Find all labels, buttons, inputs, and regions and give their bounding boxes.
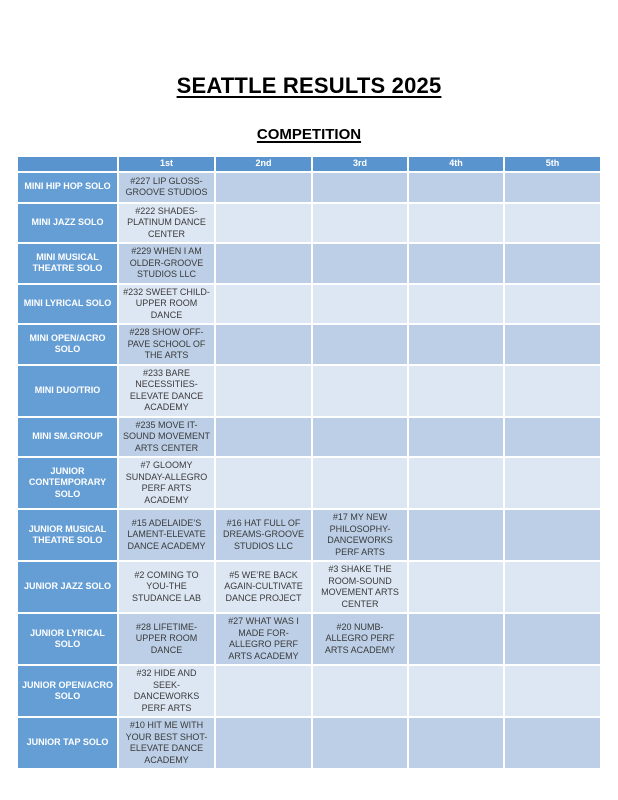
column-header-2nd: 2nd — [215, 156, 312, 172]
result-cell — [215, 284, 312, 325]
category-cell: MINI OPEN/ACRO SOLO — [17, 324, 118, 365]
result-cell — [504, 324, 601, 365]
result-cell: #228 SHOW OFF-PAVE SCHOOL OF THE ARTS — [118, 324, 215, 365]
result-cell — [215, 365, 312, 417]
page-title: SEATTLE RESULTS 2025 — [176, 73, 442, 98]
result-cell — [408, 284, 504, 325]
result-cell — [504, 457, 601, 509]
result-cell: #16 HAT FULL OF DREAMS-GROOVE STUDIOS LLC — [215, 509, 312, 561]
result-cell — [504, 509, 601, 561]
result-cell: #5 WE’RE BACK AGAIN-CULTIVATE DANCE PROJECT — [215, 561, 312, 613]
table-row-junior-lyrical-solo — [17, 613, 601, 665]
result-cell: #232 SWEET CHILD-UPPER ROOM DANCE — [118, 284, 215, 325]
result-cell — [504, 172, 601, 203]
result-cell — [504, 203, 601, 244]
category-cell: MINI LYRICAL SOLO — [17, 284, 118, 325]
table-row-mini-sm-group — [17, 417, 601, 458]
result-cell — [504, 365, 601, 417]
result-cell: #7 GLOOMY SUNDAY-ALLEGRO PERF ARTS ACADEMY — [118, 457, 215, 509]
column-header-1st: 1st — [118, 156, 215, 172]
column-header-4th: 4th — [408, 156, 504, 172]
result-cell — [504, 613, 601, 665]
table-row-mini-open-acro-solo — [17, 324, 601, 365]
category-cell: JUNIOR OPEN/ACRO SOLO — [17, 665, 118, 717]
result-cell — [215, 457, 312, 509]
result-cell — [504, 284, 601, 325]
category-cell: MINI SM.GROUP — [17, 417, 118, 458]
category-cell: MINI DUO/TRIO — [17, 365, 118, 417]
result-cell — [408, 172, 504, 203]
result-cell — [408, 509, 504, 561]
result-cell: #3 SHAKE THE ROOM-SOUND MOVEMENT ARTS CENTER — [312, 561, 408, 613]
section-title: COMPETITION — [256, 126, 362, 143]
result-cell — [408, 365, 504, 417]
result-cell — [408, 203, 504, 244]
result-cell — [408, 717, 504, 769]
result-cell — [408, 457, 504, 509]
result-cell — [215, 417, 312, 458]
result-cell — [312, 365, 408, 417]
category-cell: JUNIOR TAP SOLO — [17, 717, 118, 769]
table-row-mini-lyrical-solo — [17, 284, 601, 325]
result-cell: #27 WHAT WAS I MADE FOR-ALLEGRO PERF ARTS ACADEMY — [215, 613, 312, 665]
result-cell: #229 WHEN I AM OLDER-GROOVE STUDIOS LLC — [118, 243, 215, 284]
column-header-3rd: 3rd — [312, 156, 408, 172]
result-cell — [504, 243, 601, 284]
result-cell — [312, 203, 408, 244]
result-cell: #10 HIT ME WITH YOUR BEST SHOT-ELEVATE DANCE ACADEMY — [118, 717, 215, 769]
table-row-junior-musical-theatre-solo — [17, 509, 601, 561]
category-cell: MINI MUSICAL THEATRE SOLO — [17, 243, 118, 284]
result-cell — [504, 665, 601, 717]
result-cell: #20 NUMB-ALLEGRO PERF ARTS ACADEMY — [312, 613, 408, 665]
result-cell — [215, 243, 312, 284]
result-cell — [312, 172, 408, 203]
result-cell: #32 HIDE AND SEEK-DANCEWORKS PERF ARTS — [118, 665, 215, 717]
table-row-junior-tap-solo — [17, 717, 601, 769]
category-cell: MINI JAZZ SOLO — [17, 203, 118, 244]
result-cell — [504, 417, 601, 458]
result-cell — [215, 717, 312, 769]
result-cell: #28 LIFETIME-UPPER ROOM DANCE — [118, 613, 215, 665]
result-cell — [408, 561, 504, 613]
result-cell: #235 MOVE IT-SOUND MOVEMENT ARTS CENTER — [118, 417, 215, 458]
result-cell: #2 COMING TO YOU-THE STUDANCE LAB — [118, 561, 215, 613]
table-row-mini-musical-theatre-solo — [17, 243, 601, 284]
result-cell — [408, 243, 504, 284]
result-cell: #15 ADELAIDE’S LAMENT-ELEVATE DANCE ACADEMY — [118, 509, 215, 561]
result-cell: #227 LIP GLOSS-GROOVE STUDIOS — [118, 172, 215, 203]
result-cell — [215, 203, 312, 244]
table-row-junior-open-acro-solo — [17, 665, 601, 717]
result-cell: #222 SHADES-PLATINUM DANCE CENTER — [118, 203, 215, 244]
corner-cell — [17, 156, 118, 172]
result-cell — [504, 561, 601, 613]
result-cell — [312, 284, 408, 325]
table-header-row — [17, 156, 601, 172]
result-cell — [312, 324, 408, 365]
category-cell: JUNIOR LYRICAL SOLO — [17, 613, 118, 665]
result-cell — [215, 172, 312, 203]
category-cell: JUNIOR MUSICAL THEATRE SOLO — [17, 509, 118, 561]
table-row-junior-jazz-solo — [17, 561, 601, 613]
table-row-mini-duo-trio — [17, 365, 601, 417]
table-row-mini-jazz-solo — [17, 203, 601, 244]
result-cell — [408, 665, 504, 717]
result-cell — [312, 717, 408, 769]
result-cell — [312, 243, 408, 284]
category-cell: MINI HIP HOP SOLO — [17, 172, 118, 203]
category-cell: JUNIOR JAZZ SOLO — [17, 561, 118, 613]
result-cell — [408, 324, 504, 365]
result-cell — [408, 613, 504, 665]
table-row-junior-contemporary-solo — [17, 457, 601, 509]
result-cell — [408, 417, 504, 458]
result-cell: #17 MY NEW PHILOSOPHY-DANCEWORKS PERF ARTS — [312, 509, 408, 561]
result-cell — [215, 324, 312, 365]
result-cell: #233 BARE NECESSITIES-ELEVATE DANCE ACADEMY — [118, 365, 215, 417]
result-cell — [312, 417, 408, 458]
result-cell — [504, 717, 601, 769]
result-cell — [312, 457, 408, 509]
result-cell — [312, 665, 408, 717]
category-cell: JUNIOR CONTEMPORARY SOLO — [17, 457, 118, 509]
table-row-mini-hip-hop-solo — [17, 172, 601, 203]
results-table — [16, 155, 602, 770]
result-cell — [215, 665, 312, 717]
column-header-5th: 5th — [504, 156, 601, 172]
